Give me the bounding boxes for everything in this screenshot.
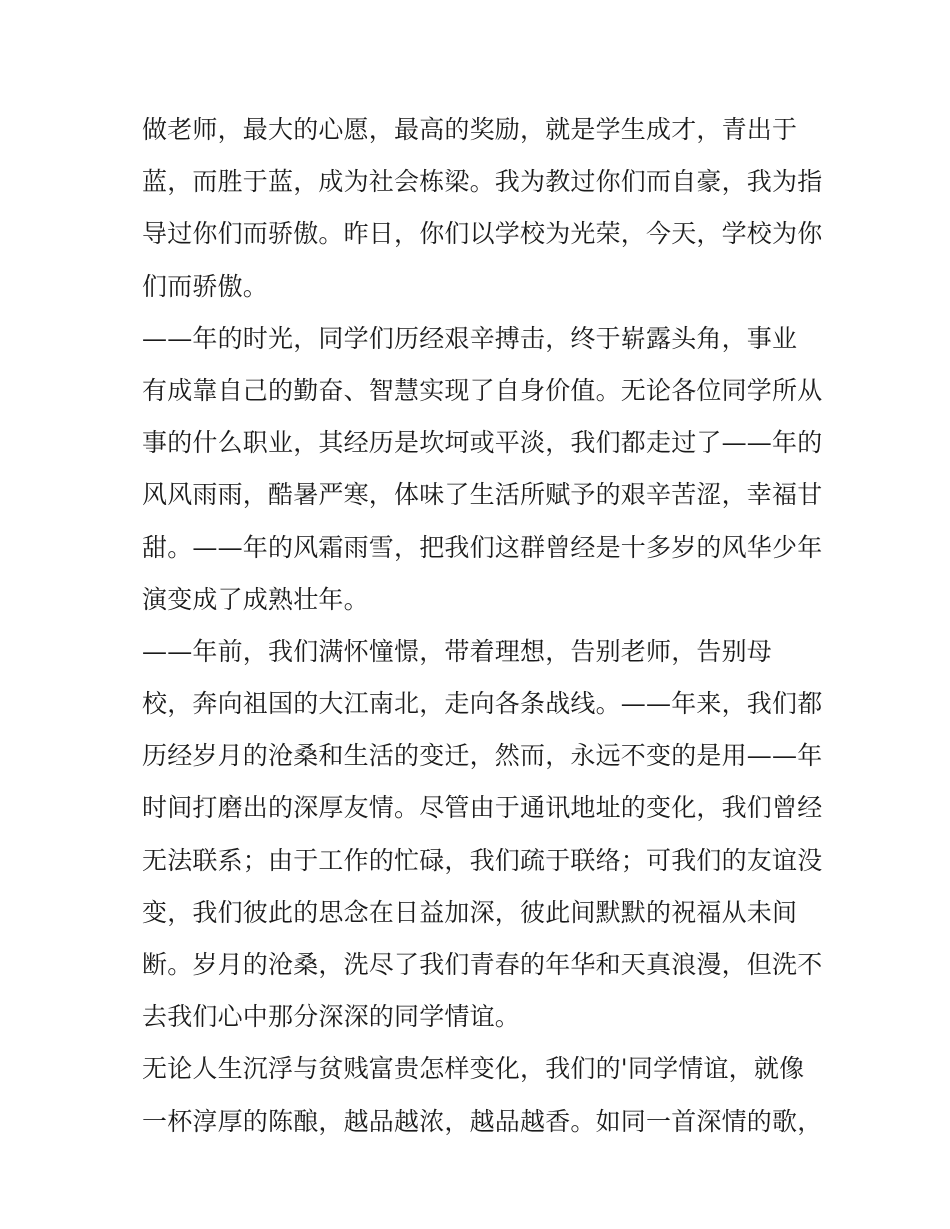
- text-line: 无论人生沉浮与贫贱富贵怎样变化，我们的'同学情谊，就像: [142, 1054, 805, 1084]
- text-line: 去我们心中那分深深的同学情谊。: [142, 1002, 521, 1032]
- text-line: 演变成了成熟壮年。: [142, 584, 369, 614]
- body-text: [142, 104, 822, 1148]
- text-line: 事的什么职业，其经历是坎坷或平淡，我们都走过了——年的: [142, 428, 823, 458]
- text-line: 断。岁月的沧桑，洗尽了我们青春的年华和天真浪漫，但洗不: [142, 950, 823, 979]
- text-line: 校，奔向祖国的大江南北，走向各条战线。——年来，我们都: [142, 689, 823, 719]
- text-line: 一杯淳厚的陈酿，越品越浓，越品越香。如同一首深情的歌，: [142, 1106, 823, 1136]
- text-line: 历经岁月的沧桑和生活的变迁，然而，永远不变的是用——年: [142, 741, 823, 771]
- text-line: 风风雨雨，酷暑严寒，体味了生活所赋予的艰辛苦涩，幸福甘: [142, 480, 823, 510]
- text-line: 有成靠自己的勤奋、智慧实现了自身价值。无论各位同学所从: [142, 375, 823, 405]
- text-line: ——年前，我们满怀憧憬，带着理想，告别老师，告别母: [142, 636, 773, 666]
- text-line: 时间打磨出的深厚友情。尽管由于通讯地址的变化，我们曾经: [142, 793, 823, 823]
- text-line: 蓝，而胜于蓝，成为社会栋梁。我为教过你们而自豪，我为指: [142, 167, 823, 197]
- text-line: 变，我们彼此的思念在日益加深，彼此间默默的祝福从未间: [142, 897, 798, 927]
- text-line: 甜。——年的风霜雨雪，把我们这群曾经是十多岁的风华少年: [142, 532, 823, 562]
- text-line: 无法联系；由于工作的忙碌，我们疏于联络；可我们的友谊没: [142, 845, 823, 875]
- text-line: 导过你们而骄傲。昨日，你们以学校为光荣，今天，学校为你: [142, 219, 823, 249]
- text-line: 们而骄傲。: [142, 271, 269, 301]
- text-line: ——年的时光，同学们历经艰辛搏击，终于崭露头角，事业: [142, 323, 798, 353]
- text-line: 做老师，最大的心愿，最高的奖励，就是学生成才，青出于: [142, 115, 798, 144]
